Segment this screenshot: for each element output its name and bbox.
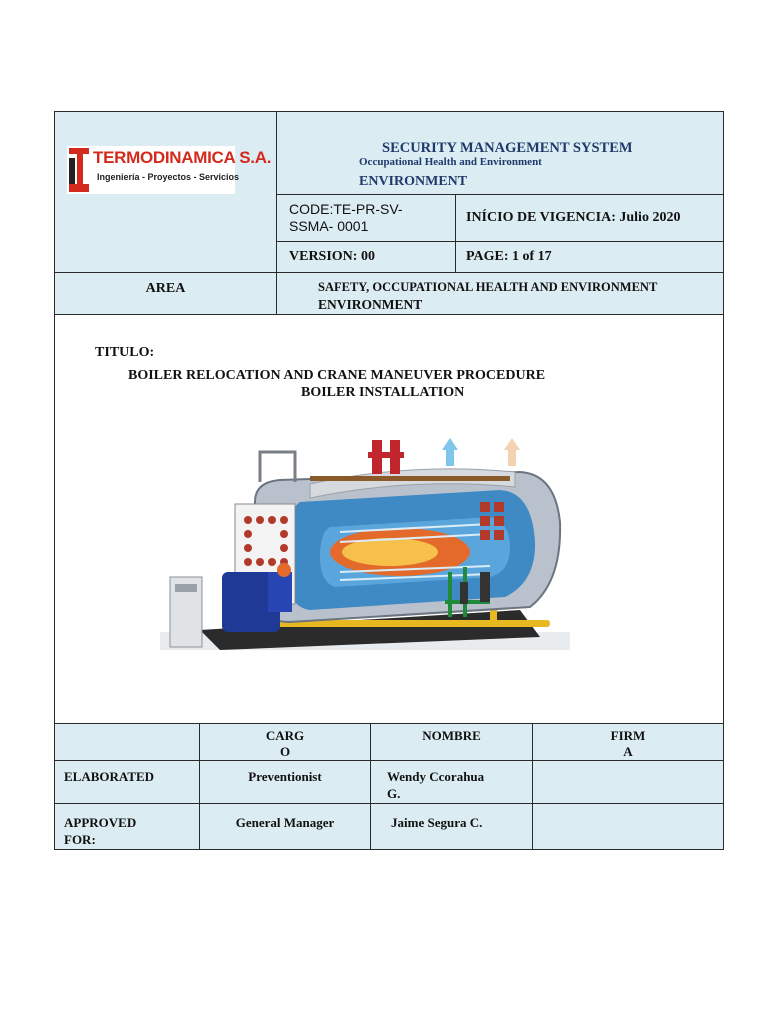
title-line1: BOILER RELOCATION AND CRANE MANEUVER PROCEDURE: [128, 368, 546, 383]
area-label: AREA: [145, 281, 186, 296]
area-value-line2: ENVIRONMENT: [318, 297, 423, 312]
sign-role: ELABORATED: [64, 769, 155, 784]
system-title-cell: [276, 111, 724, 195]
sign-name: Jaime Segura C.: [391, 815, 483, 830]
document-version: VERSION: 00: [289, 249, 375, 264]
sign-header-cargo-cell: [199, 723, 371, 761]
sign-header-firma-2: A: [623, 744, 633, 759]
sign-name-cell: [370, 803, 533, 850]
sign-header-nombre: NOMBRE: [422, 728, 481, 743]
code-cell: [276, 194, 456, 242]
sign-cargo-cell: [199, 760, 371, 804]
document-code-line2: SSMA- 0001: [289, 218, 369, 234]
area-label-cell: [54, 272, 277, 315]
sign-firma-cell[interactable]: [532, 803, 724, 850]
sign-header-cargo-1: CARG: [265, 728, 305, 743]
company-logo: [67, 146, 272, 194]
sign-header-role-cell: [54, 723, 200, 761]
vigencia-cell: [455, 194, 724, 242]
page-cell: [455, 241, 724, 273]
area-value-cell: [276, 272, 724, 315]
sign-header-nombre-cell: [370, 723, 533, 761]
system-subtitle: Occupational Health and Environment: [359, 156, 542, 168]
system-title: SECURITY MANAGEMENT SYSTEM: [382, 140, 633, 156]
sign-cargo: Preventionist: [248, 769, 322, 784]
sign-firma-cell[interactable]: [532, 760, 724, 804]
system-environment: ENVIRONMENT: [359, 174, 468, 189]
title-line2: BOILER INSTALLATION: [301, 385, 465, 400]
sign-header-firma-1: FIRM: [610, 728, 646, 743]
vigencia-date: INÍCIO DE VIGENCIA: Julio 2020: [466, 210, 681, 225]
sign-name-cell: [370, 760, 533, 804]
boiler-illustration: [160, 432, 570, 652]
table-row: [54, 803, 200, 850]
title-label: TITULO:: [95, 345, 155, 360]
sign-cargo-cell: [199, 803, 371, 850]
logo-tagline: Ingeniería - Proyectos - Servicios: [97, 172, 240, 182]
version-cell: [276, 241, 456, 273]
sign-cargo: General Manager: [235, 815, 335, 830]
sign-header-firma-cell: [532, 723, 724, 761]
logo-company-name: TERMODINAMICA S.A.: [93, 148, 272, 167]
sign-role: APPROVED: [64, 815, 137, 830]
sign-name: Wendy Ccorahua: [387, 769, 485, 784]
logo-cell: [54, 111, 277, 273]
logo-mark-icon: [67, 146, 91, 194]
document-code-line1: CODE:TE-PR-SV-: [289, 201, 403, 217]
area-value-line1: SAFETY, OCCUPATIONAL HEALTH AND ENVIRONMENT: [318, 280, 658, 294]
sign-header-cargo-2: O: [279, 744, 291, 759]
sign-name-cont: G.: [387, 786, 401, 801]
sign-role-cont: FOR:: [64, 832, 96, 847]
page-number: PAGE: 1 of 17: [466, 249, 552, 264]
table-row: [54, 760, 200, 804]
